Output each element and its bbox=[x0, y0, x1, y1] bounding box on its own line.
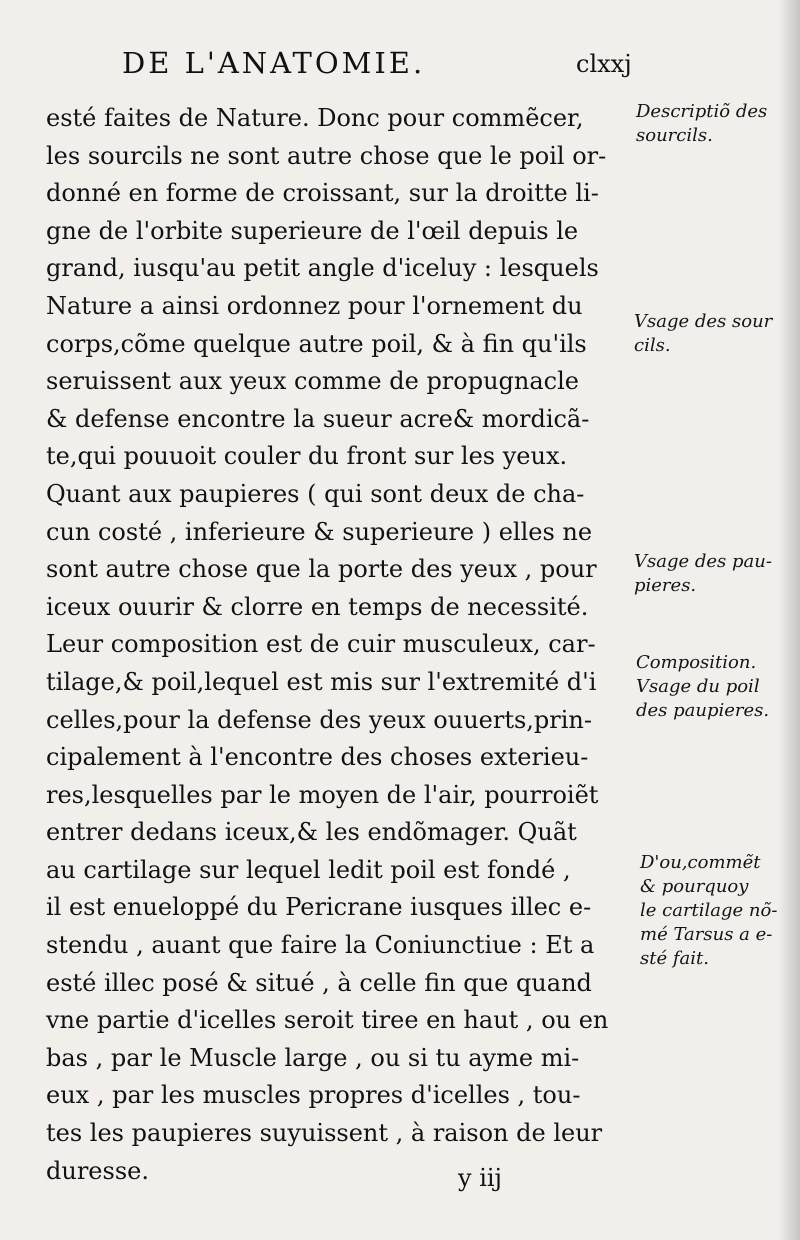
text-line: au cartilage sur lequel ledit poil est fondé , bbox=[46, 855, 571, 884]
text-line: seruissent aux yeux comme de propugnacle bbox=[46, 367, 579, 396]
margin-note-line: mé Tarsus a e- bbox=[640, 924, 773, 945]
text-line: tes les paupieres suyuissent , à raison de leur bbox=[46, 1119, 603, 1148]
margin-note-line: Vsage des pau- bbox=[634, 551, 772, 572]
text-line: eux , par les muscles propres d'icelles , tou- bbox=[46, 1081, 581, 1110]
text-line: Nature a ainsi ordonnez pour l'ornement du bbox=[46, 291, 583, 320]
text-line: iceux ouurir & clorre en temps de necessité. bbox=[46, 592, 589, 621]
margin-note-line: Vsage des sour bbox=[634, 311, 773, 332]
margin-note-line: & pourquoy bbox=[640, 876, 749, 897]
margin-note-paupieres-usage bbox=[634, 550, 772, 598]
text-line: & defense encontre la sueur acre& mordicã- bbox=[46, 404, 590, 433]
margin-note-line: Composition. bbox=[636, 652, 757, 673]
margin-note-tarsus bbox=[640, 851, 777, 971]
text-line: Quant aux paupieres ( qui sont deux de cha- bbox=[46, 479, 585, 508]
text-line: sont autre chose que la porte des yeux , pour bbox=[46, 555, 597, 584]
text-line: gne de l'orbite superieure de l'œil depuis le bbox=[46, 216, 579, 245]
margin-note-line: sté fait. bbox=[640, 948, 709, 969]
margin-note-sourcils-description bbox=[636, 100, 767, 148]
text-line: tilage,& poil,lequel est mis sur l'extremité d'i bbox=[46, 667, 597, 696]
folio-number: clxxj bbox=[576, 50, 632, 78]
text-line: grand, iusqu'au petit angle d'iceluy : lesquels bbox=[46, 254, 599, 283]
text-line: duresse. bbox=[46, 1156, 149, 1185]
margin-note-line: des paupieres. bbox=[636, 700, 770, 721]
running-title: DE L'ANATOMIE. bbox=[122, 46, 426, 80]
margin-note-line: Vsage du poil bbox=[636, 676, 760, 697]
text-line: il est enueloppé du Pericrane iusques illec e- bbox=[46, 893, 592, 922]
margin-note-line: le cartilage nõ- bbox=[640, 900, 778, 921]
margin-note-sourcils-usage bbox=[634, 310, 772, 358]
text-line: entrer dedans iceux,& les endõmager. Quãt bbox=[46, 818, 577, 847]
margin-note-line: Descriptiõ des bbox=[636, 101, 768, 122]
text-line: celles,pour la defense des yeux ouuerts,prin- bbox=[46, 705, 592, 734]
text-line: esté illec posé & situé , à celle fin que quand bbox=[46, 968, 592, 997]
page-edge-shadow bbox=[778, 0, 800, 1240]
margin-note-line: pieres. bbox=[634, 575, 697, 596]
text-line: Leur composition est de cuir musculeux, car- bbox=[46, 630, 596, 659]
text-line: cun costé , inferieure & superieure ) elles ne bbox=[46, 517, 593, 546]
text-line: les sourcils ne sont autre chose que le poil or- bbox=[46, 141, 607, 170]
margin-note-line: sourcils. bbox=[636, 125, 713, 146]
text-line: bas , par le Muscle large , ou si tu ayme mi- bbox=[46, 1043, 580, 1072]
signature-mark: y iij bbox=[458, 1164, 502, 1192]
text-line: vne partie d'icelles seroit tiree en haut , ou en bbox=[46, 1006, 609, 1035]
margin-note-composition bbox=[636, 651, 769, 723]
text-line: cipalement à l'encontre des choses exterieu- bbox=[46, 743, 589, 772]
text-line: donné en forme de croissant, sur la droitte li- bbox=[46, 179, 599, 208]
margin-note-line: D'ou,commẽt bbox=[640, 852, 761, 873]
margin-note-line: cils. bbox=[634, 335, 671, 356]
text-line: te,qui pouuoit couler du front sur les yeux. bbox=[46, 442, 568, 471]
text-line: esté faites de Nature. Donc pour commẽcer, bbox=[46, 104, 584, 132]
text-line: res,lesquelles par le moyen de l'air, pourroiẽt bbox=[46, 780, 599, 809]
text-line: corps,cõme quelque autre poil, & à fin qu'ils bbox=[46, 329, 587, 358]
text-line: stendu , auant que faire la Coniunctiue : Et a bbox=[46, 931, 595, 960]
body-text bbox=[46, 100, 636, 1190]
